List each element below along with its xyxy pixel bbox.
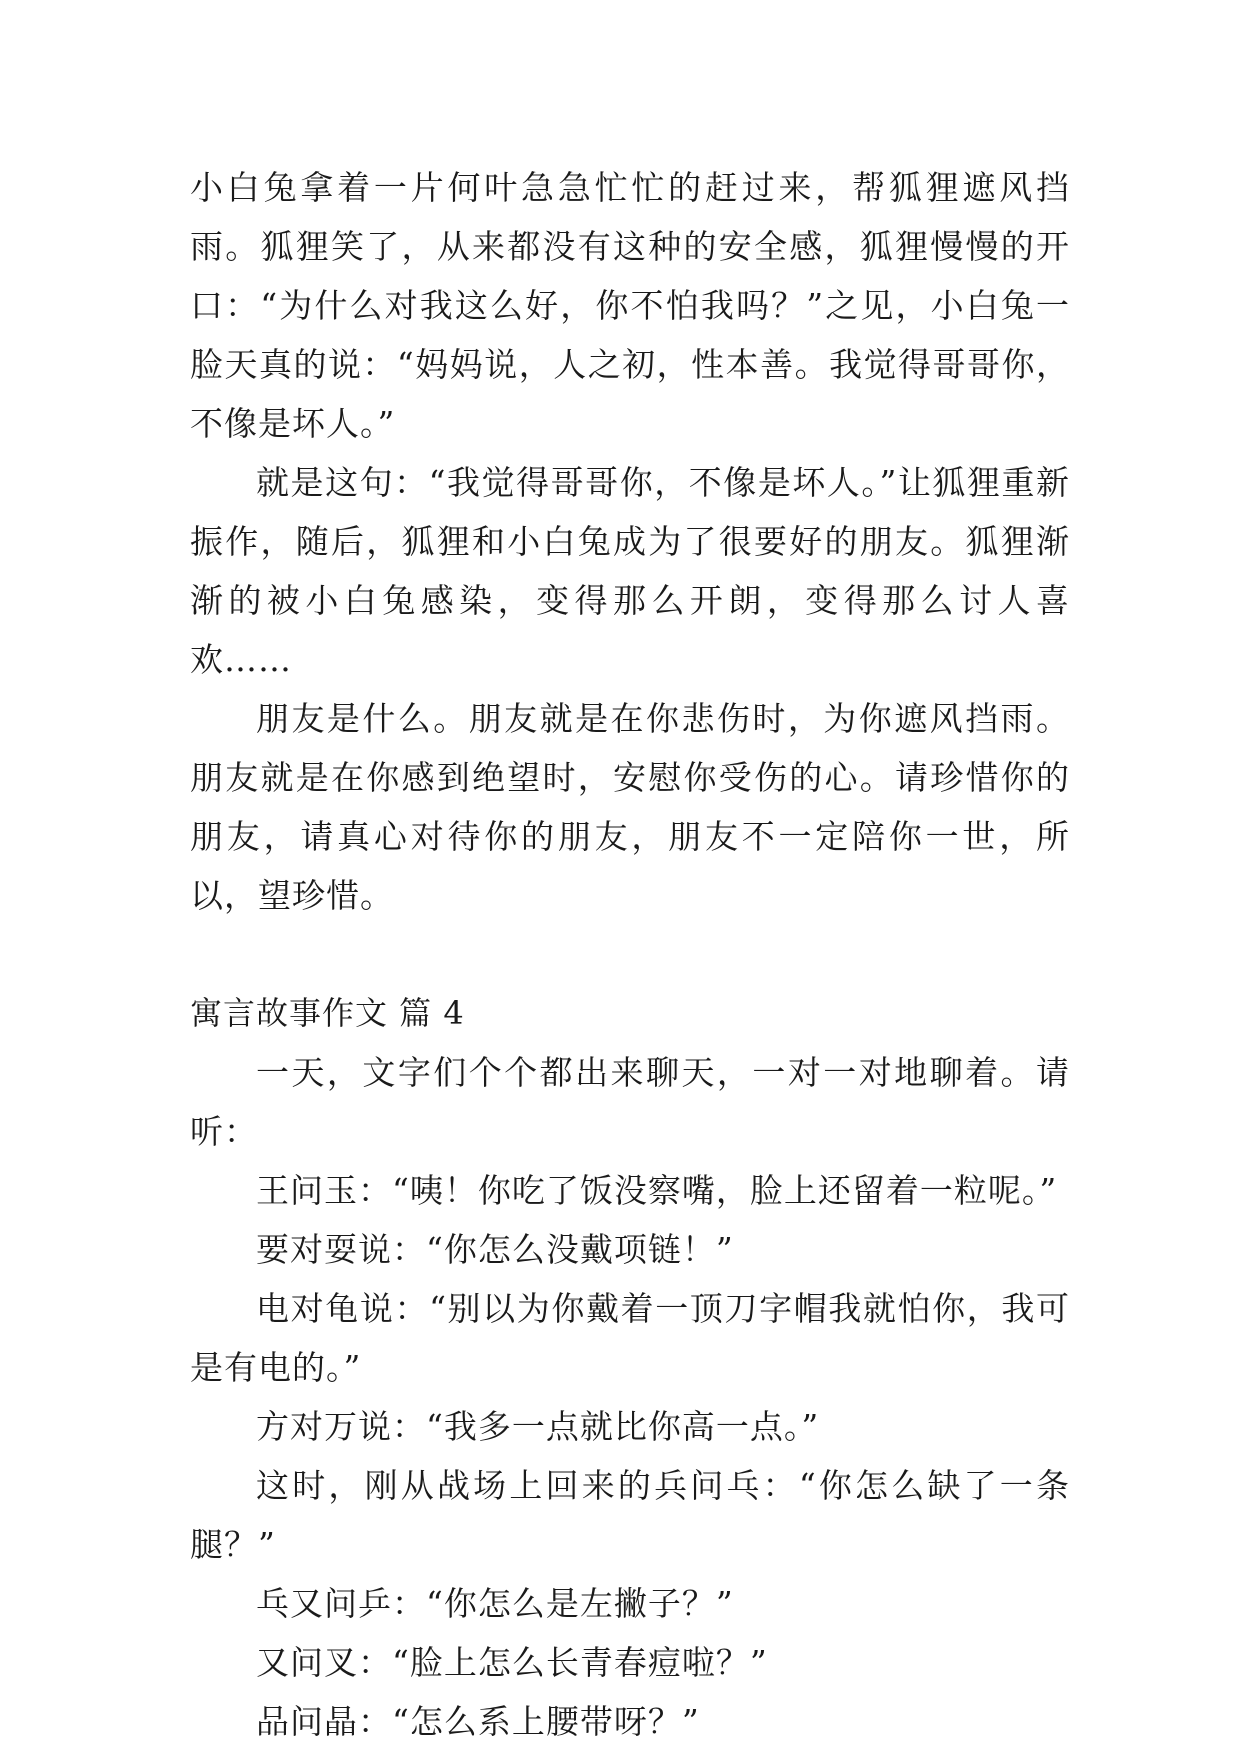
paragraph-dialogue: 王问玉：“咦！你吃了饭没察嘴，脸上还留着一粒呢。”	[256, 1171, 1058, 1210]
paragraph-dialogue: 方对万说：“我多一点就比你高一点。”	[256, 1407, 820, 1446]
paragraph-fox-revived: 就是这句：“我觉得哥哥你，不像是坏人。”让狐狸重新振作，随后，狐狸和小白兔成为了很要好的朋友。狐狸渐渐的被小白兔感染，变得那么开朗，变得那么讨人喜欢……	[190, 463, 1070, 679]
section-heading: 寓言故事作文 篇 4	[190, 994, 465, 1032]
paragraph-rabbit-helps-fox: 小白兔拿着一片何叶急急忙忙的赶过来，帮狐狸遮风挡雨。狐狸笑了，从来都没有这种的安全感，狐狸慢慢的开口：“为什么对我这么好，你不怕我吗？”之见，小白兔一脸天真的说：“妈妈说，人之初，性本善。我觉得哥哥你，不像是坏人。”	[190, 168, 1070, 443]
paragraph-dialogue: 电对龟说：“别以为你戴着一顶刀字帽我就怕你，我可是有电的。”	[190, 1289, 1070, 1387]
paragraph-dialogue: 又问叉：“脸上怎么长青春痘啦？”	[256, 1643, 768, 1682]
paragraph-dialogue: 要对耍说：“你怎么没戴项链！”	[256, 1230, 734, 1269]
document-body	[190, 158, 1070, 1751]
paragraph-what-is-friend: 朋友是什么。朋友就是在你悲伤时，为你遮风挡雨。朋友就是在你感到绝望时，安慰你受伤的心。请珍惜你的朋友，请真心对待你的朋友，朋友不一定陪你一世，所以，望珍惜。	[190, 699, 1070, 915]
paragraph-dialogue: 品问晶：“怎么系上腰带呀？”	[256, 1702, 700, 1741]
paragraph-dialogue: 这时，刚从战场上回来的兵问乓：“你怎么缺了一条腿？”	[190, 1466, 1070, 1564]
paragraph-dialogue: 乓又问乒：“你怎么是左撇子？”	[256, 1584, 734, 1623]
paragraph-characters-chat: 一天，文字们个个都出来聊天，一对一对地聊着。请听：	[190, 1053, 1070, 1151]
